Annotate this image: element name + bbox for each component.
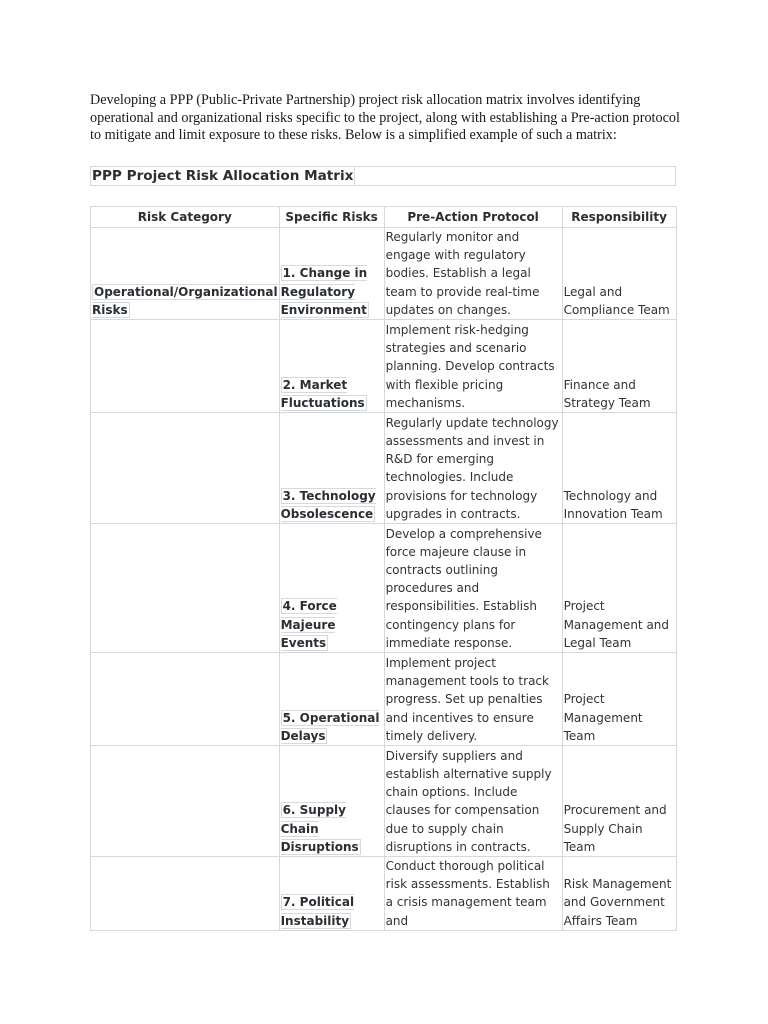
table-row	[91, 746, 677, 857]
intro-paragraph: Developing a PPP (Public-Private Partnership) project risk allocation matrix involves identifying operational and organizational risks specific to the project, along with establishing a Pre-action protocol to mitigate and limit exposure to these risks. Below is a simplified example of such a matrix:	[90, 92, 680, 143]
cell-risk-category	[91, 857, 280, 931]
cell-protocol: Implement project management tools to track progress. Set up penalties and incentives to ensure timely delivery.	[384, 653, 562, 746]
cell-protocol: Regularly monitor and engage with regulatory bodies. Establish a legal team to provide real-time updates on changes.	[384, 228, 562, 320]
header-specific-risks: Specific Risks	[279, 207, 384, 228]
specific-risk-label: 2. Market Fluctuations	[280, 377, 365, 410]
table-row	[91, 857, 677, 931]
table-row	[91, 320, 677, 413]
cell-risk-category	[91, 413, 280, 524]
specific-risk-label: 4. Force Majeure Events	[280, 599, 337, 650]
specific-risk-label: 6. Supply Chain Disruptions	[280, 803, 359, 854]
cell-specific-risk	[279, 857, 384, 931]
cell-responsibility: Risk Management and Government Affairs Team	[562, 857, 676, 931]
cell-risk-category	[91, 746, 280, 857]
cell-protocol: Conduct thorough political risk assessments. Establish a crisis management team and	[384, 857, 562, 931]
matrix-title: PPP Project Risk Allocation Matrix	[92, 168, 354, 184]
cell-risk-category	[91, 524, 280, 653]
header-pre-action-protocol: Pre-Action Protocol	[384, 207, 562, 228]
cell-protocol: Regularly update technology assessments and invest in R&D for emerging technologies. Include provisions for technology upgrades in contracts.	[384, 413, 562, 524]
matrix-title-box	[90, 166, 676, 186]
cell-specific-risk	[279, 413, 384, 524]
specific-risk-label: 1. Change in Regulatory Environment	[280, 266, 368, 317]
cell-responsibility: Technology and Innovation Team	[562, 413, 676, 524]
cell-specific-risk	[279, 746, 384, 857]
cell-responsibility: Project Management Team	[562, 653, 676, 746]
specific-risk-label: 5. Operational Delays	[280, 710, 380, 743]
cell-responsibility: Legal and Compliance Team	[562, 228, 676, 320]
specific-risk-label: 7. Political Instability	[280, 895, 355, 928]
cell-protocol: Develop a comprehensive force majeure clause in contracts outlining procedures and responsibilities. Establish contingency plans for immediate response.	[384, 524, 562, 653]
cell-risk-category	[91, 228, 280, 320]
table-row	[91, 524, 677, 653]
cell-protocol: Diversify suppliers and establish alternative supply chain options. Include clauses for compensation due to supply chain disruptions in contracts.	[384, 746, 562, 857]
cell-specific-risk	[279, 320, 384, 413]
cell-specific-risk	[279, 653, 384, 746]
cell-risk-category	[91, 320, 280, 413]
cell-risk-category	[91, 653, 280, 746]
risk-allocation-table	[90, 206, 677, 931]
cell-responsibility: Procurement and Supply Chain Team	[562, 746, 676, 857]
header-risk-category: Risk Category	[91, 207, 280, 228]
table-row	[91, 413, 677, 524]
cell-responsibility: Finance and Strategy Team	[562, 320, 676, 413]
specific-risk-label: 3. Technology Obsolescence	[280, 488, 376, 521]
table-header-row	[91, 207, 677, 228]
cell-responsibility: Project Management and Legal Team	[562, 524, 676, 653]
cell-specific-risk	[279, 524, 384, 653]
cell-specific-risk	[279, 228, 384, 320]
cell-protocol: Implement risk-hedging strategies and scenario planning. Develop contracts with flexible pricing mechanisms.	[384, 320, 562, 413]
table-row	[91, 228, 677, 320]
header-responsibility: Responsibility	[562, 207, 676, 228]
risk-category-label: Operational/Organizational Risks	[92, 284, 278, 317]
table-row	[91, 653, 677, 746]
